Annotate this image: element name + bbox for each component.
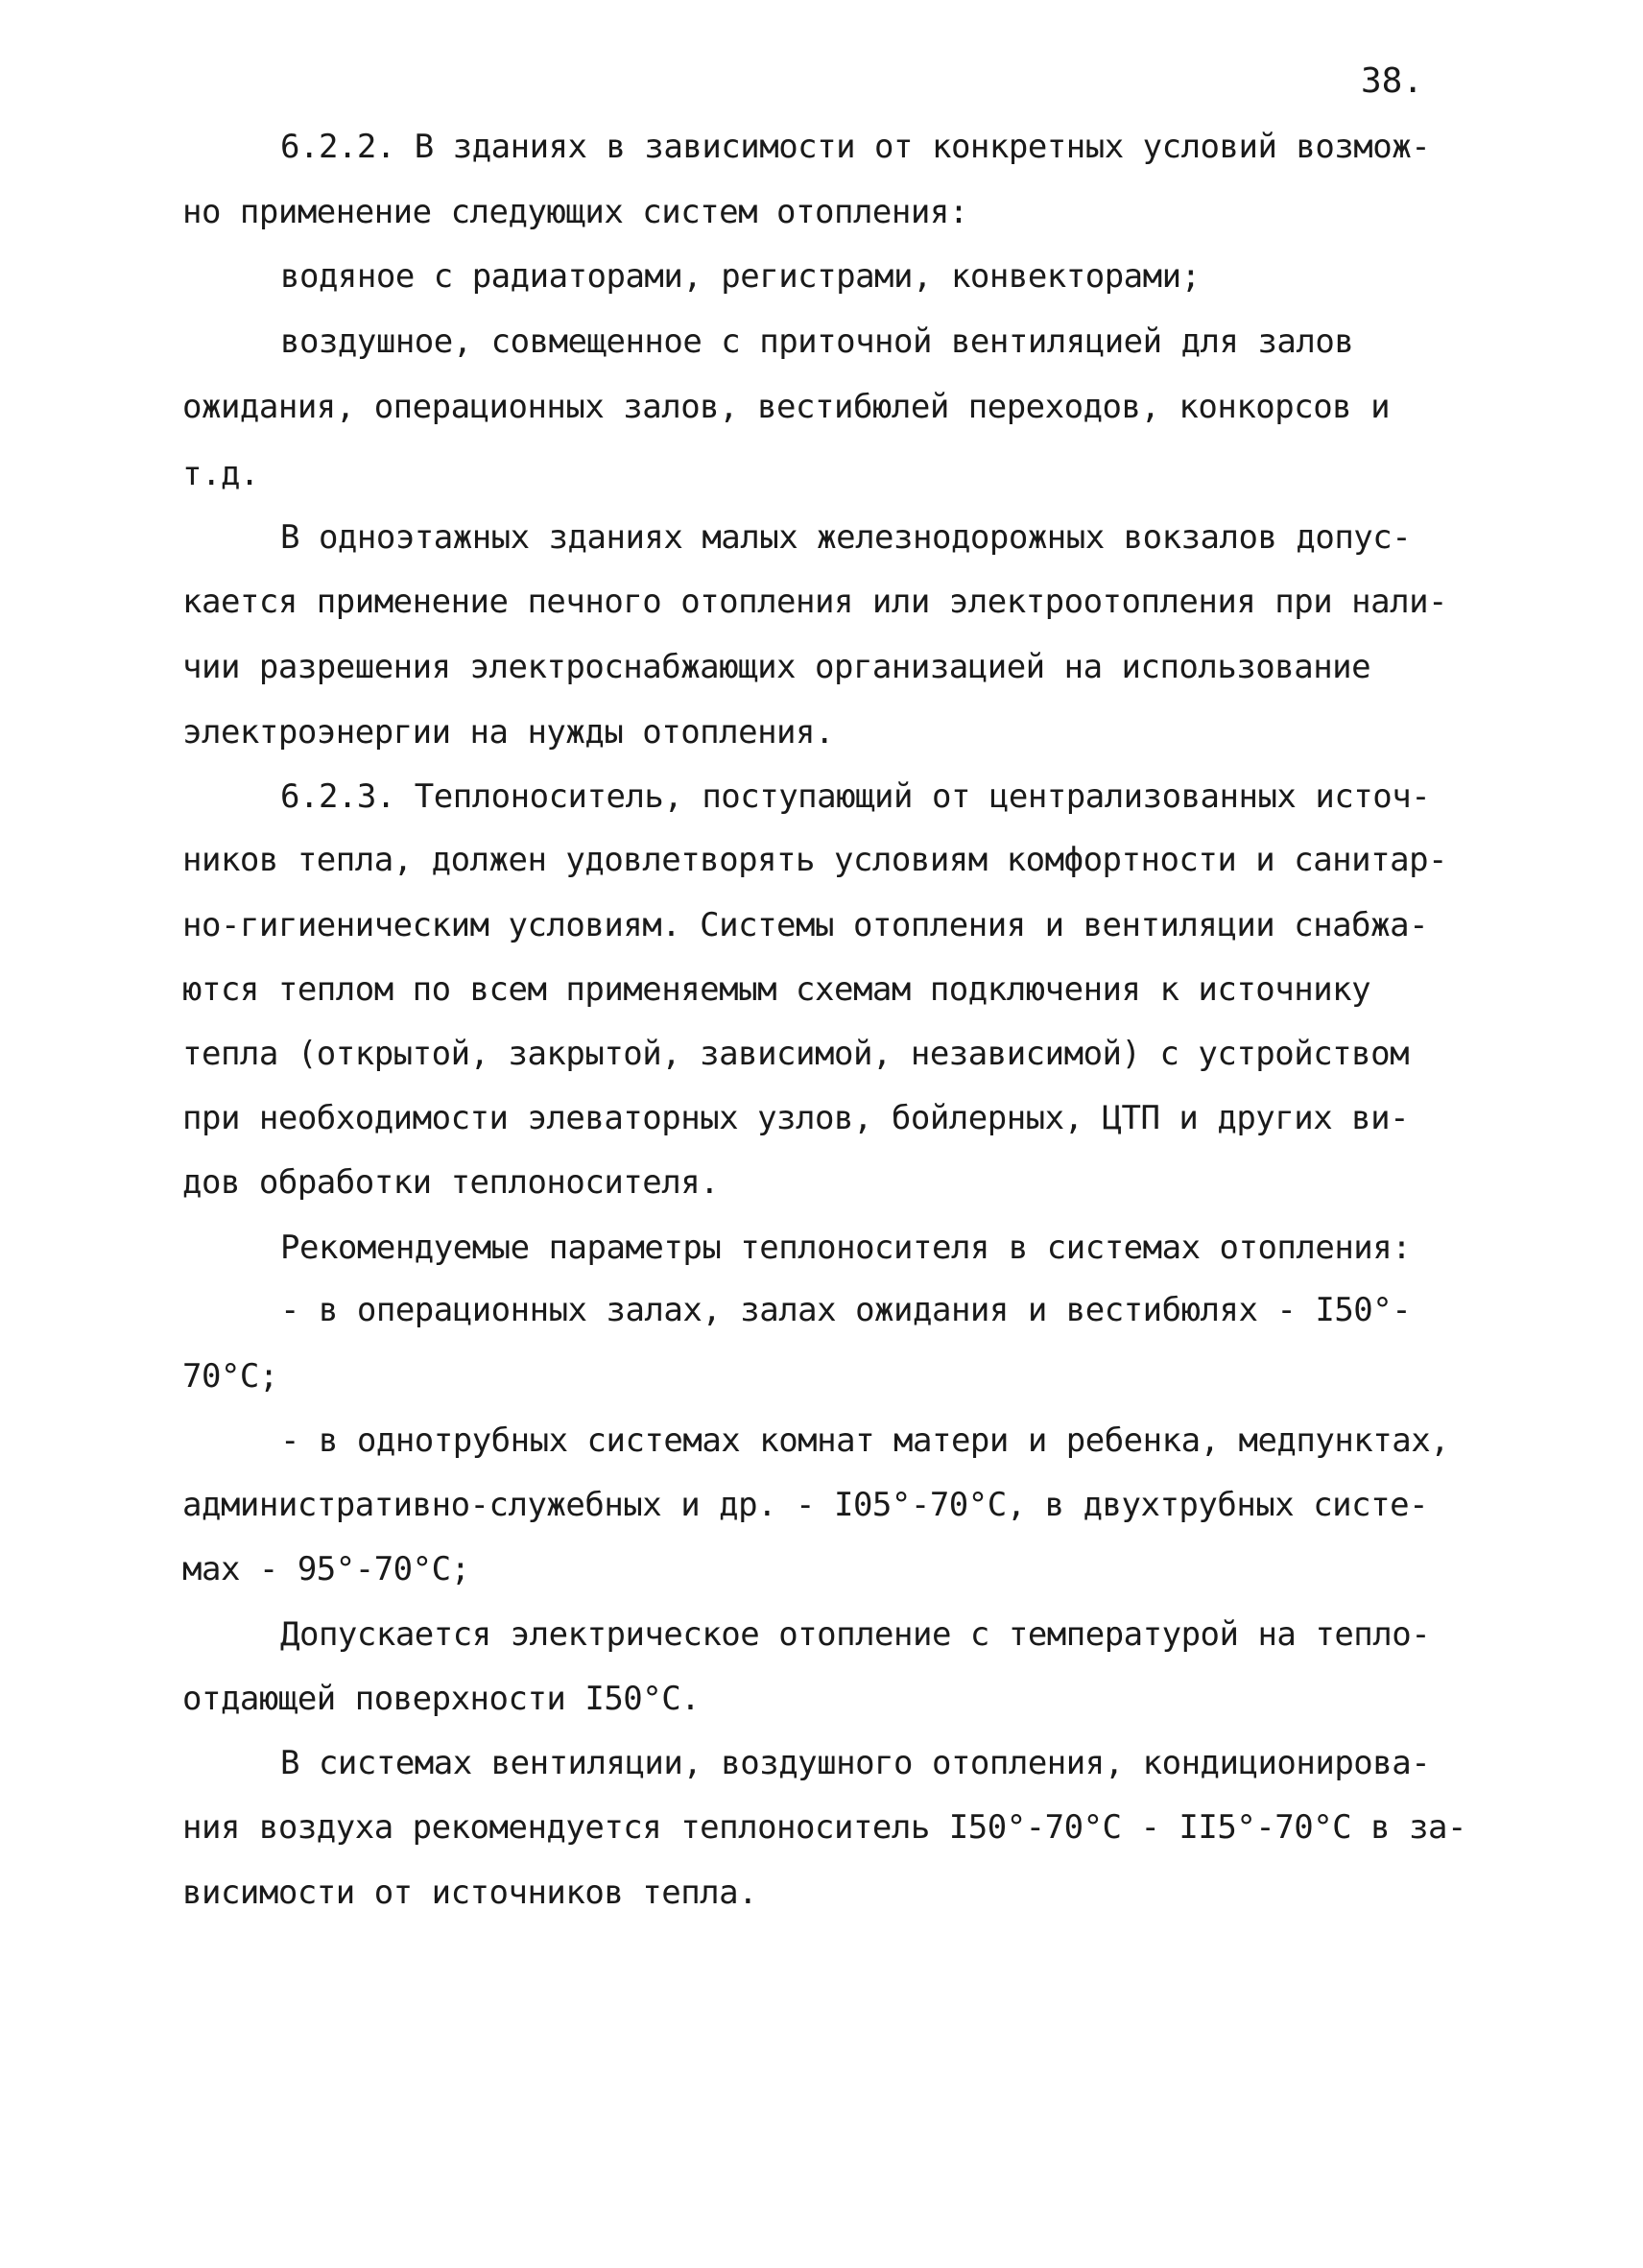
text-line: Рекомендуемые параметры теплоносителя в системах отопления:: [280, 1229, 1412, 1267]
text-line: электроэнергии на нужды отопления.: [182, 713, 834, 752]
text-line: т.д.: [182, 455, 259, 493]
text-line: - в операционных залах, залах ожидания и вестибюлях - I50°-: [280, 1291, 1412, 1329]
text-line: висимости от источников тепла.: [182, 1874, 758, 1912]
text-line: В системах вентиляции, воздушного отопления, кондиционирова-: [280, 1744, 1431, 1782]
text-line: 70°С;: [182, 1357, 278, 1396]
text-line: тепла (открытой, закрытой, зависимой, независимой) с устройством: [182, 1035, 1410, 1073]
text-line: ожидания, операционных залов, вестибюлей переходов, конкорсов и: [182, 388, 1391, 426]
text-line: но-гигиеническим условиям. Системы отопления и вентиляции снабжа-: [182, 906, 1429, 944]
text-line: водяное с радиаторами, регистрами, конвекторами;: [280, 257, 1201, 296]
text-line: 6.2.2. В зданиях в зависимости от конкретных условий возмож-: [280, 128, 1431, 166]
text-line: В одноэтажных зданиях малых железнодорожных вокзалов допус-: [280, 518, 1412, 557]
text-line: чии разрешения электроснабжающих организацией на использование: [182, 648, 1371, 686]
text-line: мах - 95°-70°С;: [182, 1550, 470, 1588]
text-line: ников тепла, должен удовлетворять условиям комфортности и санитар-: [182, 841, 1448, 879]
text-line: отдающей поверхности I50°С.: [182, 1680, 701, 1718]
text-line: - в однотрубных системах комнат матери и ребенка, медпунктах,: [280, 1421, 1450, 1460]
page-number: 38.: [1361, 61, 1424, 101]
text-line: Допускается электрическое отопление с температурой на тепло-: [280, 1615, 1431, 1654]
text-line: административно-служебных и др. - I05°-70°С, в двухтрубных систе-: [182, 1486, 1429, 1524]
text-line: кается применение печного отопления или электроотопления при нали-: [182, 583, 1448, 621]
text-line: ются теплом по всем применяемым схемам подключения к источнику: [182, 970, 1371, 1009]
text-line: 6.2.3. Теплоноситель, поступающий от централизованных источ-: [280, 777, 1431, 816]
text-line: воздушное, совмещенное с приточной вентиляцией для залов: [280, 322, 1354, 361]
text-line: дов обработки теплоносителя.: [182, 1163, 720, 1202]
text-line: но применение следующих систем отопления:: [182, 193, 968, 231]
text-line: при необходимости элеваторных узлов, бойлерных, ЦТП и других ви-: [182, 1099, 1410, 1137]
text-line: ния воздуха рекомендуется теплоноситель I50°-70°С - II5°-70°С в за-: [182, 1808, 1466, 1847]
